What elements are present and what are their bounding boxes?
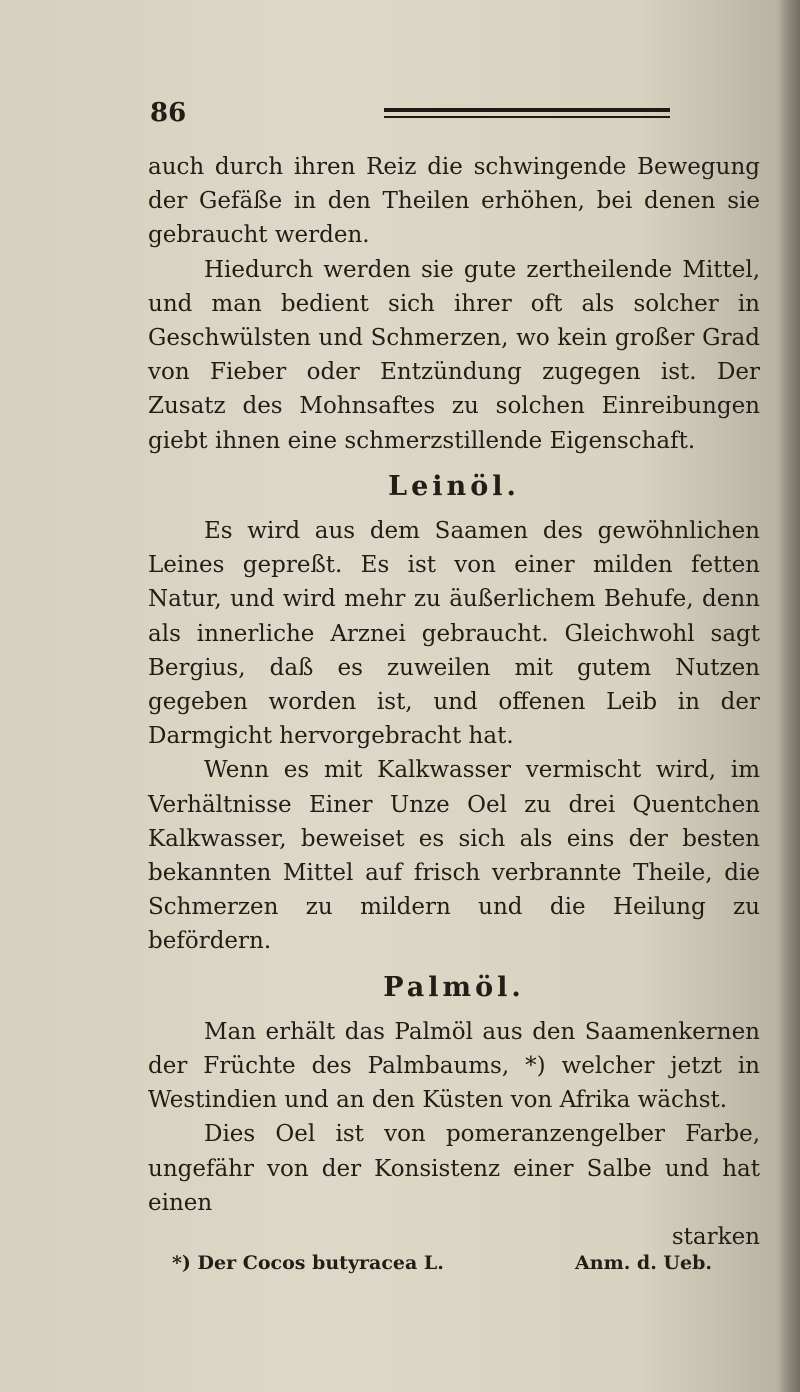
footnote: [172, 1252, 712, 1274]
page-spine-shadow: [778, 0, 800, 1392]
section-heading-palmoel: Palmöl.: [383, 971, 525, 1003]
page-header: [150, 98, 760, 128]
header-rule: [384, 108, 670, 112]
paragraph: Wenn es mit Kalkwasser vermischt wird, im Verhältnisse Einer Unze Oel zu drei Quentchen Kalkwasser, beweiset es sich als eins der besten bekannten Mittel auf frisch verbrannte Theile, die Schmerzen zu mildern und die Heilung zu befördern.: [148, 757, 760, 955]
paragraph: Hiedurch werden sie gute zertheilende Mittel, und man bedient sich ihrer oft als solcher in Geschwülsten und Schmerzen, wo kein großer Grad von Fieber oder Entzündung zugegen ist. Der Zusatz des Mohnsaftes zu solchen Einreibungen giebt ihnen eine schmerzstillende Eigenschaft.: [148, 256, 760, 454]
footnote-text: *) Der Cocos butyracea L.: [172, 1252, 444, 1274]
footnote-note: Anm. d. Ueb.: [575, 1252, 712, 1274]
body-text: [148, 150, 760, 1254]
section-heading-leinoel: Leinöl.: [388, 470, 520, 502]
paragraph: Es wird aus dem Saamen des gewöhnlichen Leines gepreßt. Es ist von einer milden fetten Natur, und wird mehr zu äußerlichem Behufe, denn als innerliche Arznei gebraucht. Gleichwohl sagt Bergius, daß es zuweilen mit gutem Nutzen gegeben worden ist, und offenen Leib in der Darmgicht hervorgebracht hat.: [148, 518, 760, 750]
header-rule-thin: [384, 116, 670, 118]
catchword: starken: [671, 1224, 760, 1251]
paragraph-continuation: auch durch ihren Reiz die schwingende Bewegung der Gefäße in den Theilen erhöhen, bei denen sie gebraucht werden.: [148, 154, 760, 249]
page-number: 86: [150, 98, 187, 128]
paragraph: Man erhält das Palmöl aus den Saamenkernen der Früchte des Palmbaums, *) welcher jetzt in Westindien und an den Küsten von Afrika wächst.: [148, 1018, 760, 1114]
paragraph: Dies Oel ist von pomeranzengelber Farbe, ungefähr von der Konsistenz einer Salbe und hat einen: [148, 1121, 760, 1216]
